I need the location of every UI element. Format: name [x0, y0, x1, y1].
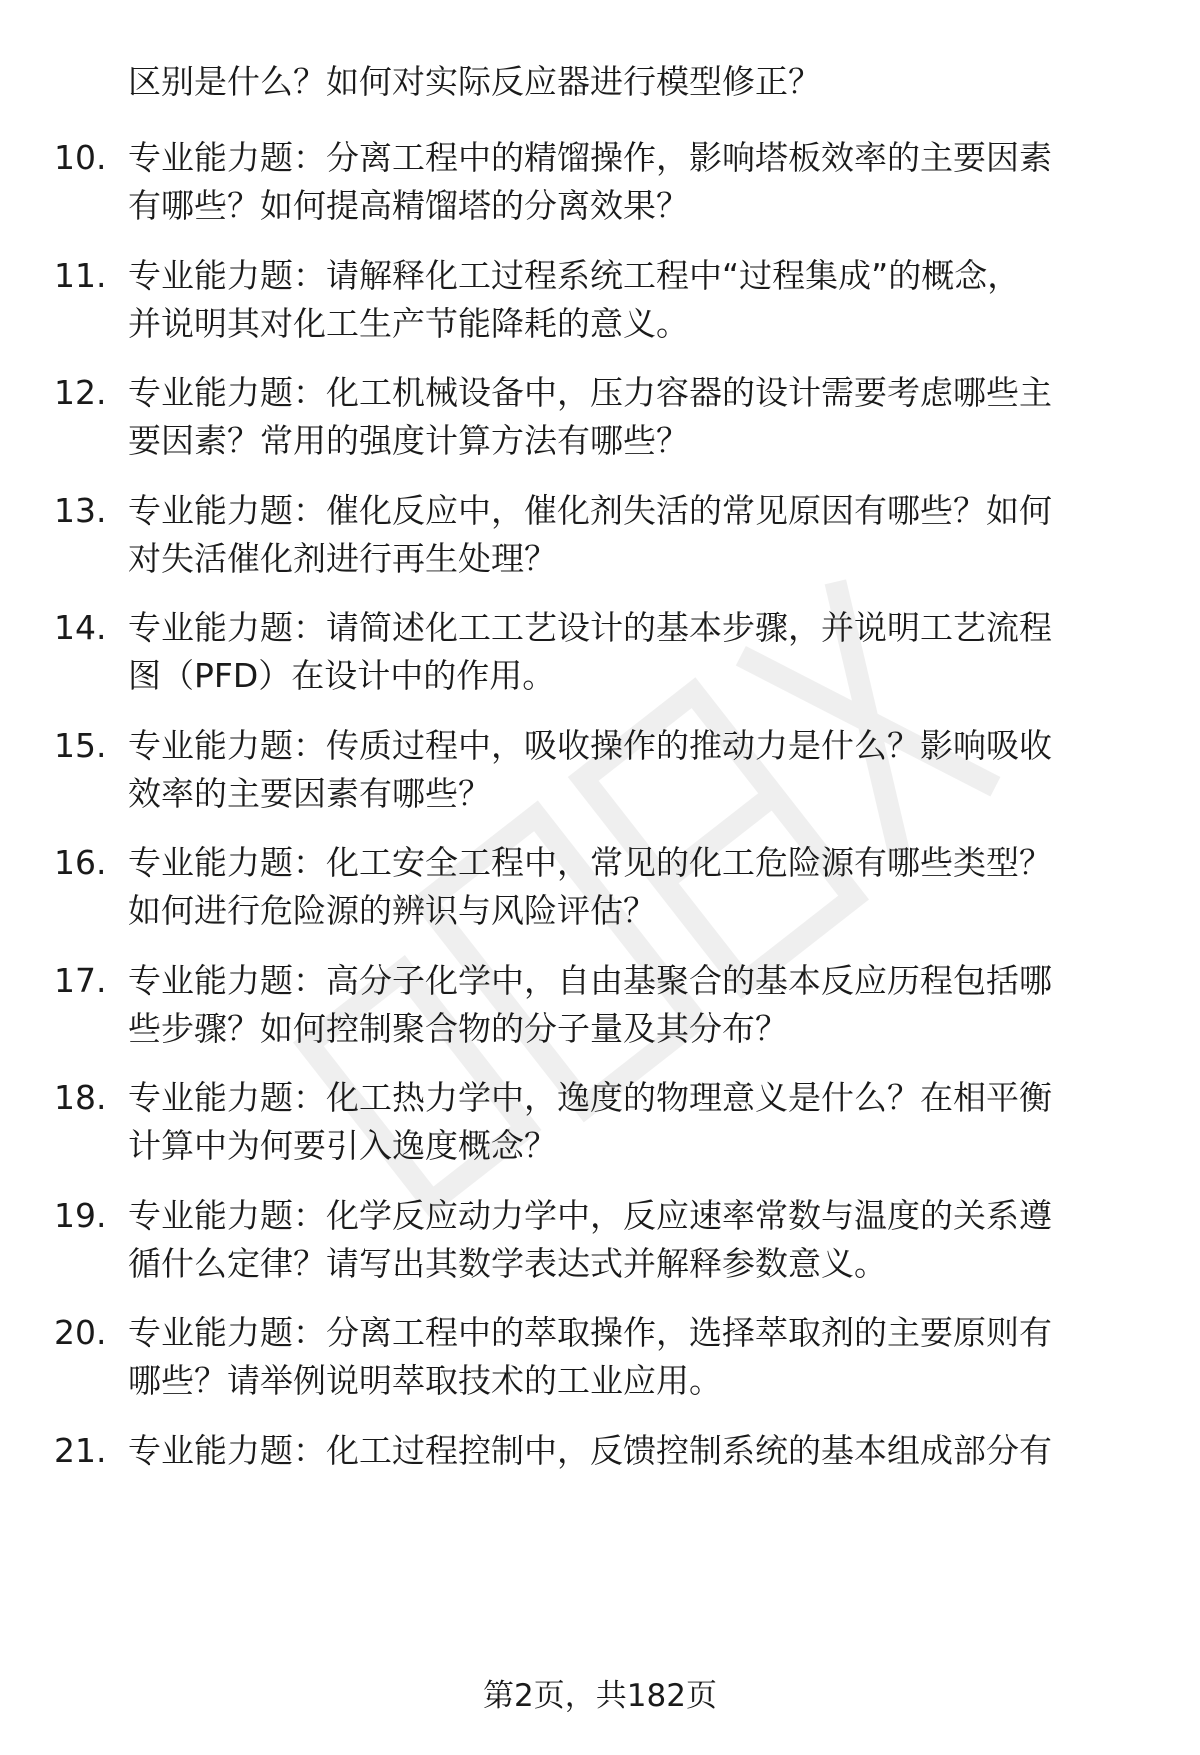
question-text-line: 专业能力题：请解释化工过程系统工程中“过程集成”的概念， [128, 255, 1021, 295]
continuation-text: 区别是什么？如何对实际反应器进行模型修正？ [128, 62, 821, 101]
question-number: 10. [54, 138, 107, 177]
question-text-line: 图（PFD）在设计中的作用。 [128, 656, 556, 695]
question-number: 18. [54, 1078, 107, 1117]
question-text-line: 专业能力题：高分子化学中，自由基聚合的基本反应历程包括哪 [128, 960, 1052, 1000]
question-text-line: 专业能力题：化工安全工程中，常见的化工危险源有哪些类型？ [128, 843, 1052, 882]
question-number: 21. [54, 1430, 107, 1470]
question-text-line: 哪些？请举例说明萃取技术的工业应用。 [128, 1361, 722, 1400]
question-number: 14. [54, 608, 107, 647]
question-text-line: 如何进行危险源的辨识与风险评估？ [128, 891, 656, 930]
question-text-line: 有哪些？如何提高精馏塔的分离效果？ [128, 186, 689, 225]
question-text-line: 对失活催化剂进行再生处理？ [128, 538, 557, 578]
question-text-line: 专业能力题：化工过程控制中，反馈控制系统的基本组成部分有 [128, 1430, 1052, 1470]
question-number: 13. [54, 490, 107, 530]
question-text-line: 专业能力题：请简述化工工艺设计的基本步骤，并说明工艺流程 [128, 608, 1052, 647]
question-text-line: 效率的主要因素有哪些？ [128, 773, 491, 813]
question-number: 17. [54, 960, 107, 1000]
question-text-line: 专业能力题：化学反应动力学中，反应速率常数与温度的关系遵 [128, 1195, 1052, 1235]
question-text-line: 专业能力题：分离工程中的精馏操作，影响塔板效率的主要因素 [128, 138, 1052, 177]
question-text-line: 专业能力题：传质过程中，吸收操作的推动力是什么？影响吸收 [128, 725, 1052, 765]
question-number: 15. [54, 725, 107, 765]
question-number: 16. [54, 843, 107, 882]
question-text-line: 些步骤？如何控制聚合物的分子量及其分布？ [128, 1008, 788, 1048]
question-text-line: 专业能力题：催化反应中，催化剂失活的常见原因有哪些？如何 [128, 490, 1052, 530]
question-text-line: 循什么定律？请写出其数学表达式并解释参数意义。 [128, 1243, 887, 1283]
question-text-line: 要因素？常用的强度计算方法有哪些？ [128, 421, 689, 460]
question-number: 11. [54, 255, 107, 295]
question-number: 20. [54, 1313, 107, 1352]
question-text-line: 并说明其对化工生产节能降耗的意义。 [128, 303, 689, 343]
question-number: 12. [54, 373, 107, 412]
page-footer: 第2页，共182页 [483, 1678, 717, 1714]
question-number: 19. [54, 1195, 107, 1235]
question-text-line: 专业能力题：分离工程中的萃取操作，选择萃取剂的主要原则有 [128, 1313, 1052, 1352]
question-text-line: 计算中为何要引入逸度概念？ [128, 1126, 557, 1165]
question-text-line: 专业能力题：化工机械设备中，压力容器的设计需要考虑哪些主 [128, 373, 1052, 412]
question-text-line: 专业能力题：化工热力学中，逸度的物理意义是什么？在相平衡 [128, 1078, 1052, 1117]
